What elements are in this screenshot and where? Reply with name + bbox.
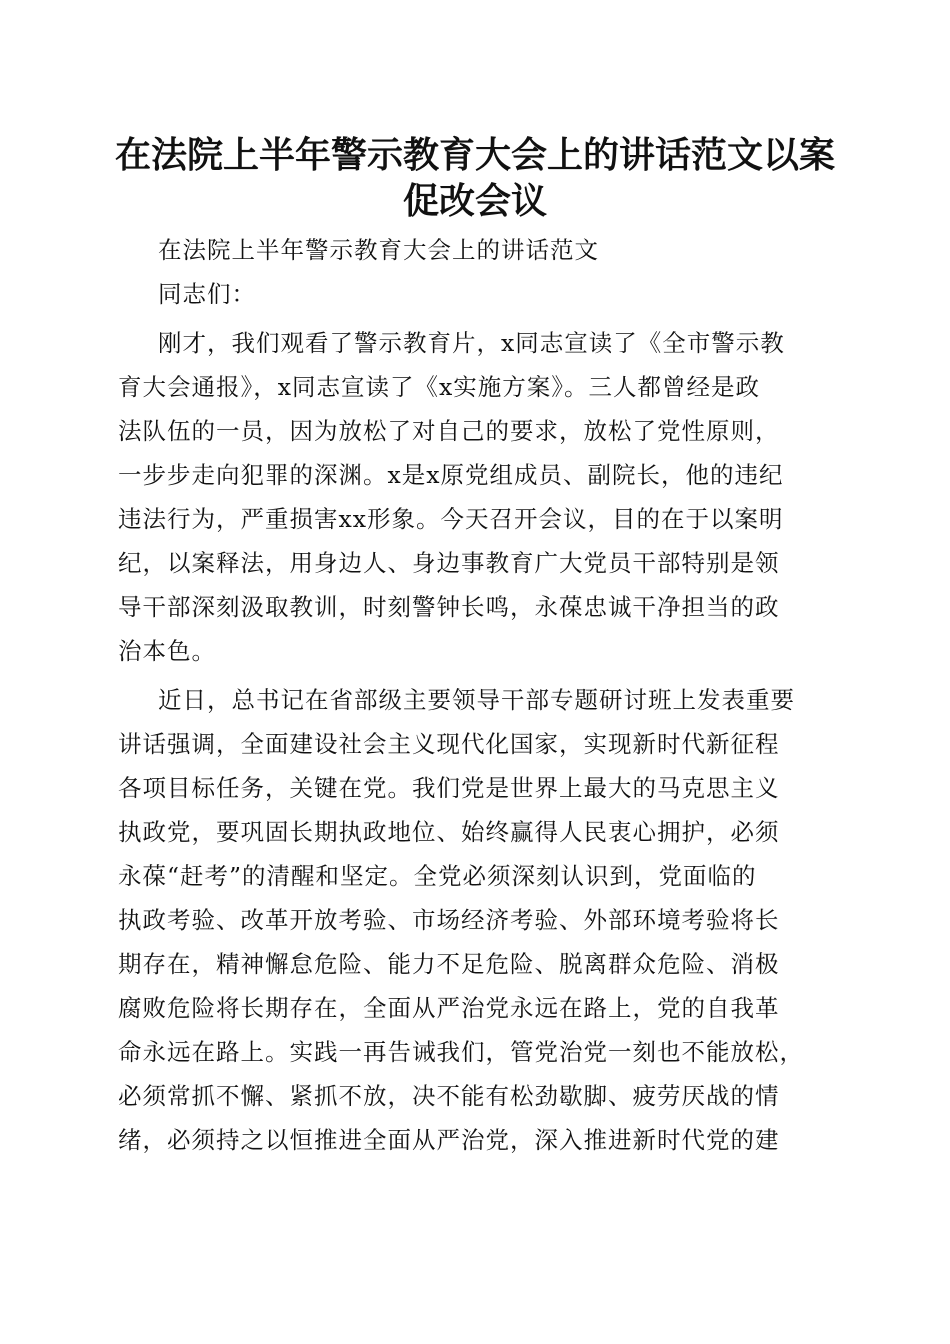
paragraph-line: 期存在，精神懈怠危险、能力不足危险、脱离群众危险、消极	[118, 950, 780, 978]
paragraph-2	[118, 678, 830, 1162]
paragraph-line: 讲话强调，全面建设社会主义现代化国家，实现新时代新征程	[118, 730, 780, 758]
paragraph-line: 腐败危险将长期存在，全面从严治党永远在路上，党的自我革	[118, 994, 780, 1022]
paragraph-line: 执政考验、改革开放考验、市场经济考验、外部环境考验将长	[118, 906, 780, 934]
paragraph-line: 必须常抓不懈、紧抓不放，决不能有松劲歇脚、疲劳厌战的情	[118, 1082, 780, 1110]
salutation: 同志们：	[158, 280, 256, 308]
paragraph-line: 刚才，我们观看了警示教育片，x同志宣读了《全市警示教	[158, 329, 785, 357]
paragraph-line: 育大会通报》，x同志宣读了《x实施方案》。三人都曾经是政	[118, 373, 761, 401]
subtitle: 在法院上半年警示教育大会上的讲话范文	[158, 236, 599, 264]
document-body	[118, 228, 830, 1162]
paragraph-line: 执政党，要巩固长期执政地位、始终赢得人民衷心拥护，必须	[118, 818, 780, 846]
paragraph-line: 永葆“赶考”的清醒和坚定。全党必须深刻认识到，党面临的	[118, 862, 757, 890]
paragraph-line: 一步步走向犯罪的深渊。x是x原党组成员、副院长，他的违纪	[118, 461, 784, 489]
paragraph-line: 各项目标任务，关键在党。我们党是世界上最大的马克思主义	[118, 774, 780, 802]
title-line: 促改会议	[402, 180, 547, 222]
paragraph-line: 纪，以案释法，用身边人、身边事教育广大党员干部特别是领	[118, 549, 780, 577]
paragraph-line: 绪，必须持之以恒推进全面从严治党，深入推进新时代党的建	[118, 1126, 780, 1154]
paragraph-line: 治本色。	[118, 637, 216, 665]
title-line: 在法院上半年警示教育大会上的讲话范文以案	[114, 134, 835, 176]
paragraph-line: 导干部深刻汲取教训，时刻警钟长鸣，永葆忠诚干净担当的政	[118, 593, 780, 621]
paragraph-1	[118, 321, 830, 673]
paragraph-line: 命永远在路上。实践一再告诫我们，管党治党一刻也不能放松，	[118, 1038, 804, 1066]
paragraph-line: 近日，总书记在省部级主要领导干部专题研讨班上发表重要	[158, 686, 795, 714]
paragraph-line: 违法行为，严重损害xx形象。今天召开会议，目的在于以案明	[118, 505, 784, 533]
paragraph-line: 法队伍的一员，因为放松了对自己的要求，放松了党性原则，	[118, 417, 780, 445]
document-title	[100, 132, 850, 224]
